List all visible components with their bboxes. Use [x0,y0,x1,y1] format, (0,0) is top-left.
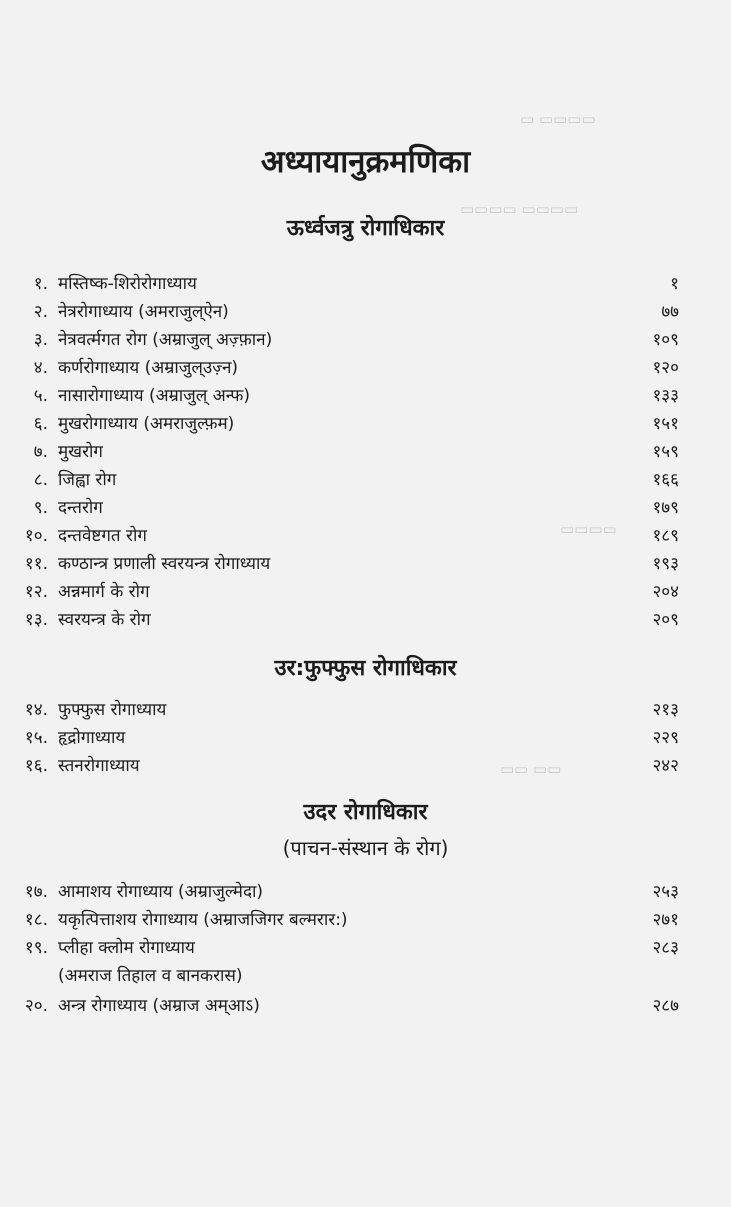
entry-number: १९. [24,938,48,958]
entry-page: २०४ [652,582,679,602]
toc-entry[interactable] [0,878,731,906]
entry-number: १४. [24,700,48,720]
entry-title: नासारोगाध्याय (अम्राजुल् अन्फ) [58,386,251,406]
toc-entry[interactable] [0,906,731,934]
toc-entry[interactable] [0,354,731,382]
entry-page: १५१ [652,414,679,434]
entry-title: स्वरयन्त्र के रोग [58,610,151,630]
toc-entry[interactable] [0,992,731,1020]
toc-entry[interactable] [0,752,731,780]
toc-entry[interactable] [0,298,731,326]
entry-number: ५. [33,386,48,406]
entry-title: दन्तरोग [58,498,103,518]
entry-page: २४२ [652,756,679,776]
toc-entry[interactable] [0,724,731,752]
entry-number: २०. [24,996,48,1016]
entry-number: १७. [24,882,48,902]
toc-entry[interactable] [0,270,731,298]
toc-entry[interactable] [0,382,731,410]
entry-number: ६. [33,414,48,434]
entry-page: १ [670,274,679,294]
entry-page: २५३ [652,882,679,902]
toc-entry[interactable] [0,494,731,522]
section-heading: उदर रोगाधिकार [303,800,428,825]
entry-number: १३. [24,610,48,630]
toc-entry[interactable] [0,438,731,466]
entry-page: १७९ [652,498,679,518]
entry-number: १२. [24,582,48,602]
entry-title: मुखरोग [58,442,103,462]
entry-title: कण्ठान्त्र प्रणाली स्वरयन्त्र रोगाध्याय [58,554,271,574]
section-heading: उर:फुफ्फुस रोगाधिकार [274,656,457,681]
entry-number: ९. [33,498,48,518]
entry-number: ४. [33,358,48,378]
entry-number: ८. [33,470,48,490]
entry-number: १६. [24,756,48,776]
entry-title: मुखरोगाध्याय (अमराजुल्फ़म) [58,414,235,434]
entry-number: २. [33,302,48,322]
entry-page: १९३ [652,554,679,574]
entry-number: १५. [24,728,48,748]
entry-page: २०९ [652,610,679,630]
entry-page: १५९ [652,442,679,462]
entry-title: नेत्ररोगाध्याय (अमराजुल्ऐन) [58,302,229,322]
toc-entry[interactable] [0,578,731,606]
entry-title: अन्नमार्ग के रोग [58,582,150,602]
entry-number: ३. [33,330,48,350]
entry-title: फुफ्फुस रोगाध्याय [58,700,167,720]
entry-title: स्तनरोगाध्याय [58,756,140,776]
entry-number: ७. [33,442,48,462]
entry-title: नेत्रवर्त्मगत रोग (अम्राजुल् अज़्फ़ान) [58,330,273,350]
entry-page: १२० [652,358,679,378]
section-subheading: (पाचन-संस्थान के रोग) [282,836,449,860]
toc-page: ▭ ▭▭▭▭ ▭▭▭▭ ▭▭▭▭ ▭▭▭▭ ▭▭ ▭▭ अध्यायानुक्रमणिका ऊर्ध्वजत्रु रोगाधिकार १. मस्तिष्क-शिरोरोगाध्याय १ २. नेत्ररोगाध्याय (अमराजुल्ऐन) ७७ ३. नेत्रवर्त्मगत रोग (अम्राजुल् अज़्फ़ान) १०९ ४. कर्णरोगाध्याय (अम्राजुल्उज़्न) १२० ५. नासारोगाध्याय (अम्राजुल् अन्फ) १३३ ६. मुखरोगाध्याय (अमराजुल्फ़म) १५१ ७. मुखरोग १५९ ८. जिह्वा रोग १६६ ९. दन्तरोग १७९ १०. दन्तवेष्टगत रोग १८९ ११. कण्ठान्त्र प्रणाली स्वरयन्त्र रोगाध्याय १९३ १२. अन्नमार्ग के रोग २०४ १३. स्वरयन्त्र के रोग २०९ उर:फुफ्फुस रोगाधिकार १४. फुफ्फुस रोगाध्याय २१३ १५. हृद्रोगाध्याय २२९ १६. स्तनरोगाध्याय २४२ उदर रोगाधिकार (पाचन-संस्थान के रोग) १७. आमाशय रोगाध्याय (अम्राजुल्मेदा) २५३ १८. यकृत्पित्ताशय रोगाध्याय (अम्राजजिगर बल्मरार:) २७१ १९. प्लीहा क्लोम रोगाध्याय (अमराज तिहाल व बानकरास) २८३ २०. अन्त्र रोगाध्याय (अम्राज अम्आऽ) २८७ [0,0,731,1207]
entry-page: २८७ [652,996,679,1016]
entry-page: १६६ [652,470,679,490]
entry-number: १०. [24,526,48,546]
entry-number: १. [33,274,48,294]
entry-page: ७७ [661,302,679,322]
entry-title: आमाशय रोगाध्याय (अम्राजुल्मेदा) [58,882,264,902]
toc-entry[interactable] [0,410,731,438]
entry-title: जिह्वा रोग [58,470,117,490]
entry-title: प्लीहा क्लोम रोगाध्याय [58,938,195,958]
toc-entry[interactable] [0,466,731,494]
entry-title: कर्णरोगाध्याय (अम्राजुल्उज़्न) [58,358,239,378]
entry-page: १३३ [652,386,679,406]
toc-entry[interactable] [0,696,731,724]
toc-entry[interactable] [0,606,731,634]
toc-entry[interactable] [0,934,731,986]
toc-entry[interactable] [0,550,731,578]
section-heading: ऊर्ध्वजत्रु रोगाधिकार [286,216,445,241]
entry-page: २१३ [652,700,679,720]
entry-title: मस्तिष्क-शिरोरोगाध्याय [58,274,197,294]
entry-number: ११. [24,554,48,574]
entry-page: २२९ [652,728,679,748]
entry-page: २७१ [652,910,679,930]
toc-entry[interactable] [0,522,731,550]
toc-entry[interactable] [0,326,731,354]
entry-number: १८. [24,910,48,930]
entry-page: २८३ [652,938,679,958]
entry-title: हृद्रोगाध्याय [58,728,126,748]
entry-title: यकृत्पित्ताशय रोगाध्याय (अम्राजजिगर बल्मरार:) [58,910,348,930]
entry-title: अन्त्र रोगाध्याय (अम्राज अम्आऽ) [58,996,260,1016]
page-title: अध्यायानुक्रमणिका [260,144,471,180]
entry-title: दन्तवेष्टगत रोग [58,526,147,546]
entry-page: १०९ [652,330,679,350]
entry-title-continued: (अमराज तिहाल व बानकरास) [58,966,243,986]
entry-page: १८९ [652,526,679,546]
